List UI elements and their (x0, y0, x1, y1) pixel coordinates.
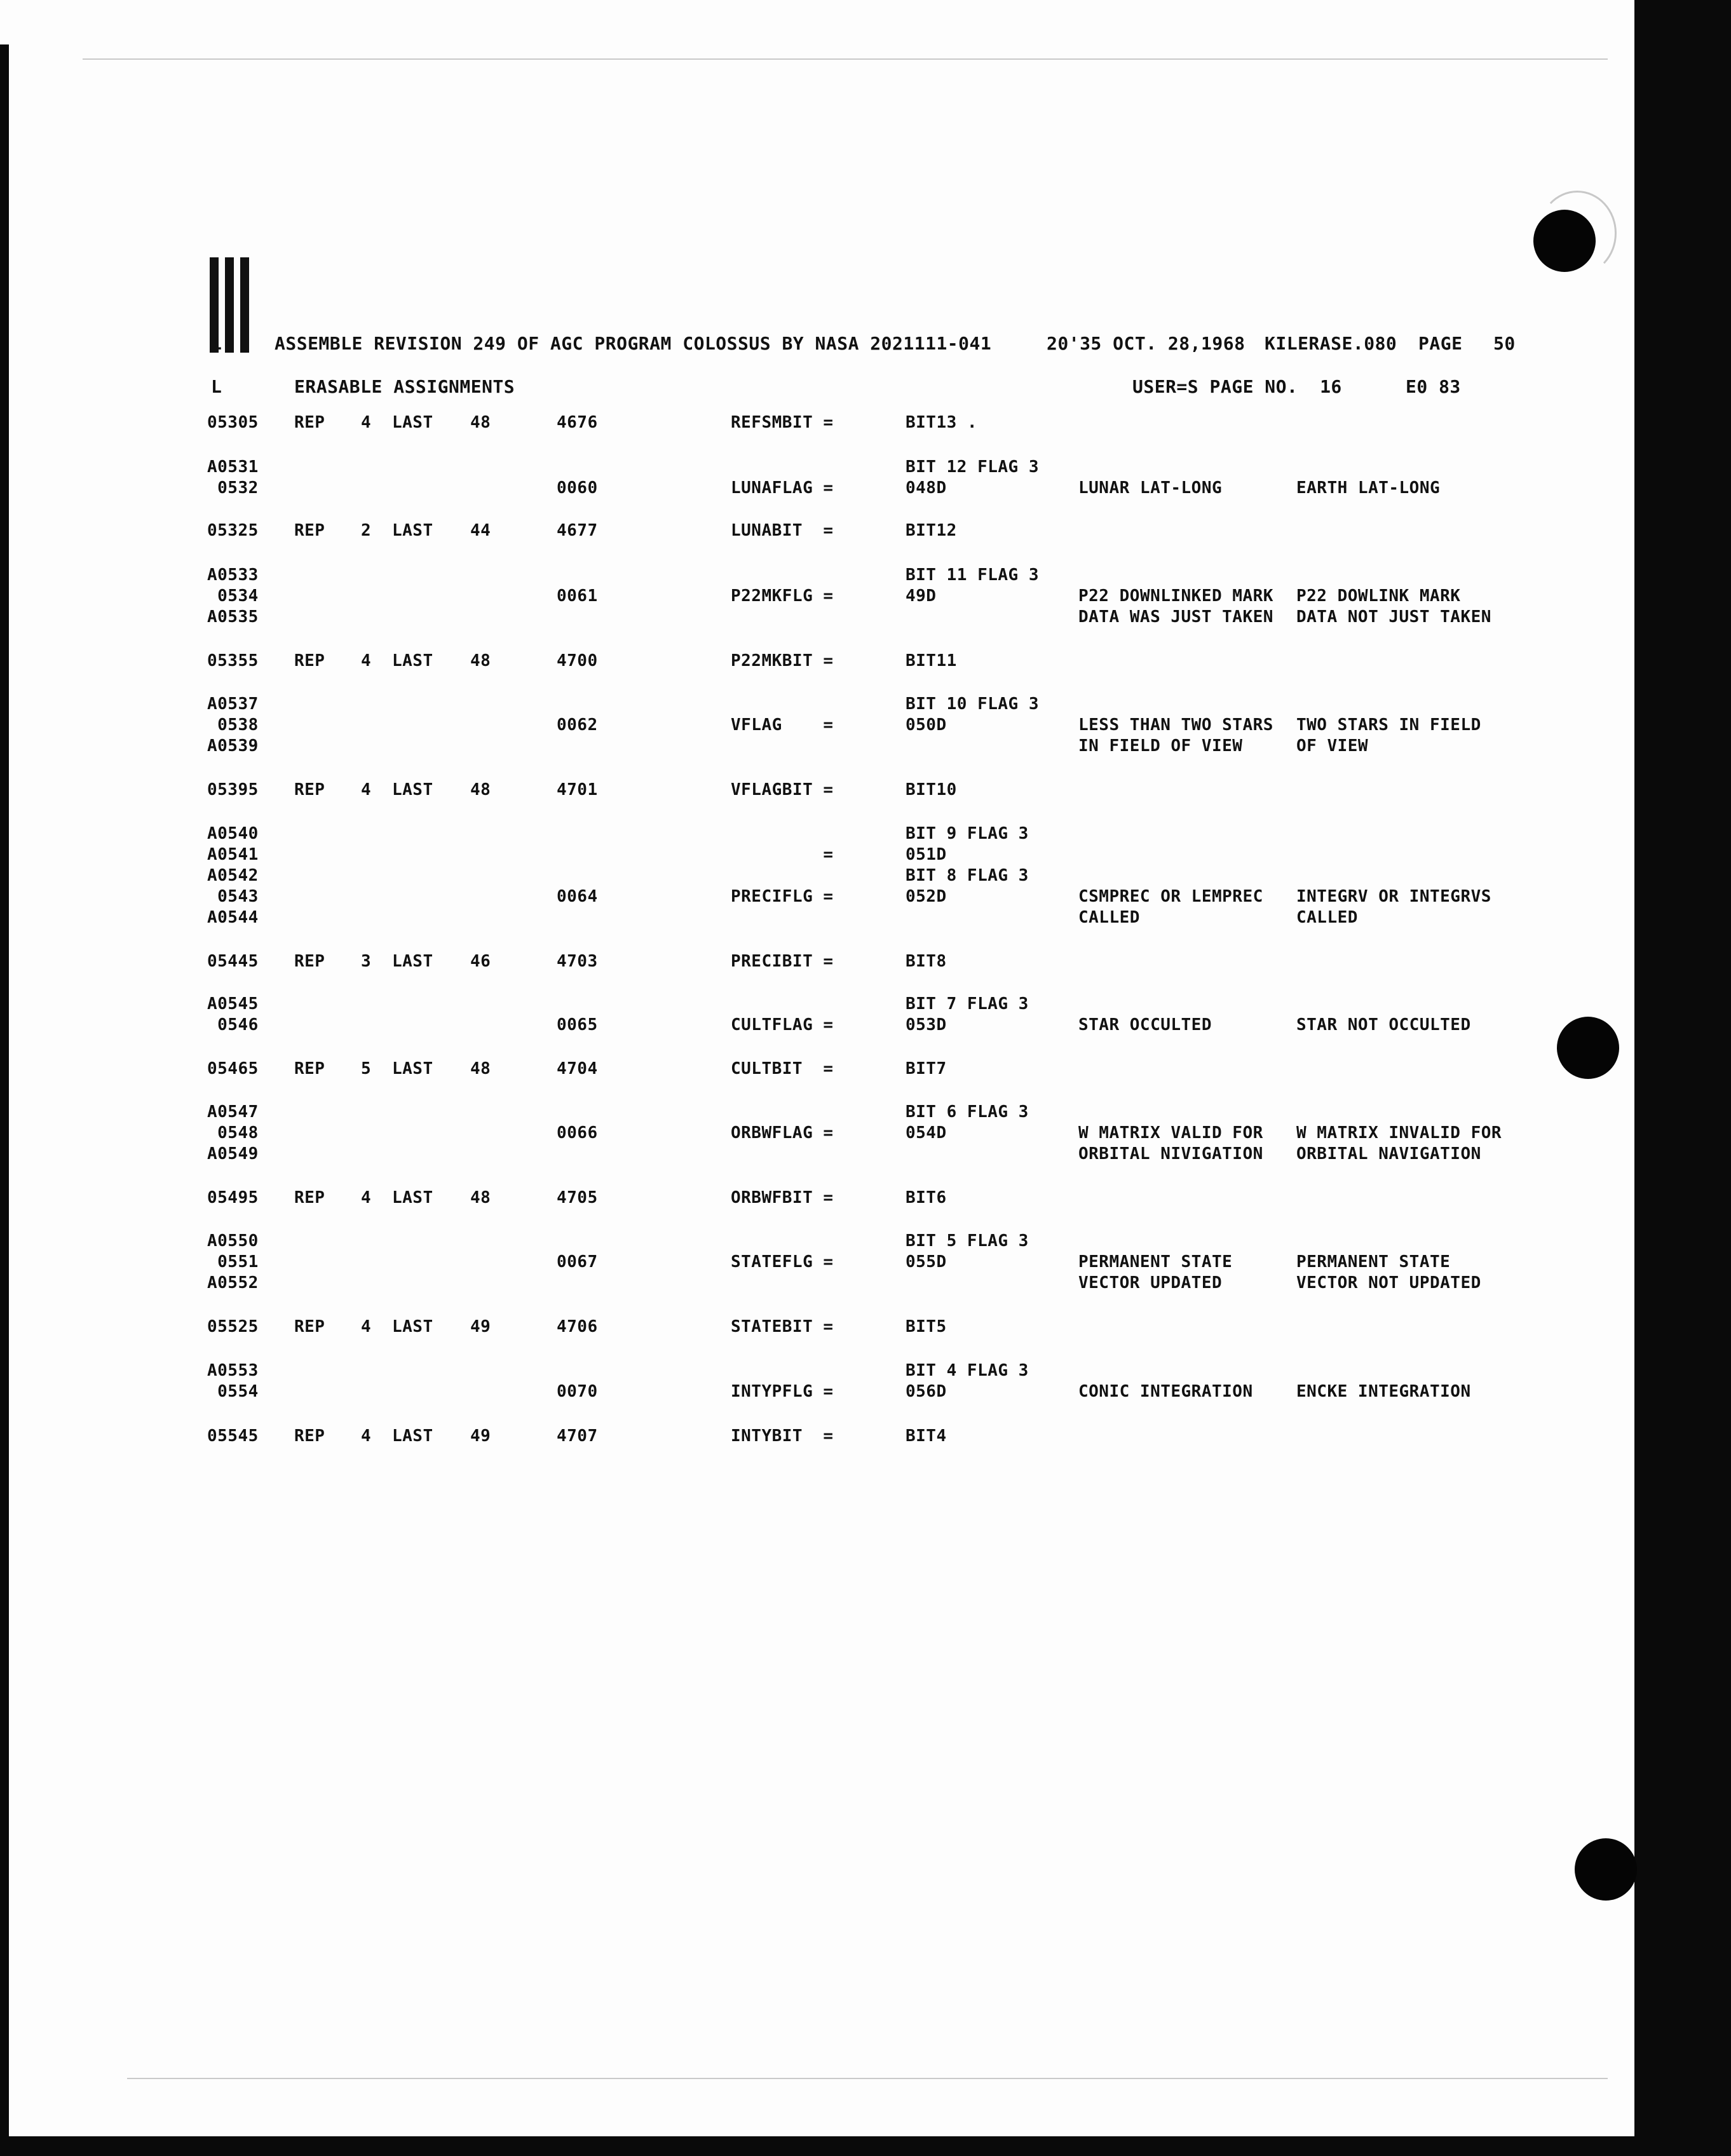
line-address: 05545 (207, 1427, 259, 1446)
line-symbol: PRECIFLG = (731, 887, 834, 906)
line-symbol: VFLAG = (731, 715, 834, 735)
line-set-meaning: LUNAR LAT-LONG (1078, 478, 1223, 498)
line-rep-keyword: REP (294, 1059, 325, 1078)
line-last-count: 48 (470, 1188, 491, 1207)
line-rep-keyword: REP (294, 1188, 325, 1207)
line-rep-keyword: REP (294, 521, 325, 540)
line-rep-count: 2 (361, 521, 372, 540)
line-value: 054D (906, 1123, 947, 1142)
line-value: BIT 4 FLAG 3 (906, 1361, 1029, 1380)
line-last-count: 44 (470, 521, 491, 540)
line-address: 0532 (207, 478, 259, 498)
line-address: A0545 (207, 994, 259, 1014)
line-reset-meaning: EARTH LAT-LONG (1296, 478, 1441, 498)
header-title: ASSEMBLE REVISION 249 OF AGC PROGRAM COLOSSUS BY NASA 2021111-041 (275, 333, 992, 354)
line-location: 4705 (557, 1188, 598, 1207)
line-address: A0539 (207, 736, 259, 756)
line-reset-meaning: PERMANENT STATE (1296, 1252, 1451, 1271)
line-value: BIT5 (906, 1317, 947, 1336)
line-value: BIT13 . (906, 413, 978, 432)
line-address: 0538 (207, 715, 259, 735)
line-last-keyword: LAST (392, 1427, 433, 1446)
scan-border-bottom (0, 2136, 1731, 2156)
line-symbol: INTYPFLG = (731, 1382, 834, 1401)
line-reset-meaning: VECTOR NOT UPDATED (1296, 1273, 1481, 1292)
line-address: A0541 (207, 845, 259, 864)
line-address: 05495 (207, 1188, 259, 1207)
subheader-left: L (211, 376, 222, 397)
line-set-meaning: VECTOR UPDATED (1078, 1273, 1223, 1292)
line-set-meaning: ORBITAL NIVIGATION (1078, 1144, 1263, 1163)
line-symbol: ORBWFBIT = (731, 1188, 834, 1207)
line-reset-meaning: TWO STARS IN FIELD (1296, 715, 1481, 735)
line-address: A0553 (207, 1361, 259, 1380)
line-location: 4677 (557, 521, 598, 540)
line-address: 05445 (207, 952, 259, 971)
line-location: 4701 (557, 780, 598, 799)
line-rep-keyword: REP (294, 1427, 325, 1446)
line-value: BIT8 (906, 952, 947, 971)
line-last-keyword: LAST (392, 1317, 433, 1336)
line-address: 05355 (207, 651, 259, 670)
line-rep-count: 5 (361, 1059, 372, 1078)
line-location: 4704 (557, 1059, 598, 1078)
line-location: 0070 (557, 1382, 598, 1401)
line-symbol: REFSMBIT = (731, 413, 834, 432)
line-symbol: CULTFLAG = (731, 1015, 834, 1034)
line-last-keyword: LAST (392, 780, 433, 799)
line-value: BIT 6 FLAG 3 (906, 1102, 1029, 1122)
line-location: 0067 (557, 1252, 598, 1271)
line-reset-meaning: P22 DOWLINK MARK (1296, 586, 1461, 606)
line-reset-meaning: STAR NOT OCCULTED (1296, 1015, 1471, 1034)
line-address: A0533 (207, 566, 259, 585)
punch-hole (1575, 1838, 1637, 1901)
line-reset-meaning: W MATRIX INVALID FOR (1296, 1123, 1502, 1142)
line-value: 051D (906, 845, 947, 864)
line-value: 056D (906, 1382, 947, 1401)
line-address: A0547 (207, 1102, 259, 1122)
line-value: 49D (906, 586, 937, 606)
line-address: 0543 (207, 887, 259, 906)
line-address: 0546 (207, 1015, 259, 1034)
line-rep-keyword: REP (294, 651, 325, 670)
line-set-meaning: PERMANENT STATE (1078, 1252, 1233, 1271)
line-symbol: CULTBIT = (731, 1059, 834, 1078)
line-rep-count: 3 (361, 952, 372, 971)
line-value: BIT 8 FLAG 3 (906, 866, 1029, 885)
line-address: 05395 (207, 780, 259, 799)
line-value: BIT 7 FLAG 3 (906, 994, 1029, 1014)
line-reset-meaning: OF VIEW (1296, 736, 1369, 756)
scan-border-left (0, 44, 9, 2156)
line-symbol: ORBWFLAG = (731, 1123, 834, 1142)
line-last-keyword: LAST (392, 651, 433, 670)
line-value: BIT4 (906, 1427, 947, 1446)
line-location: 0066 (557, 1123, 598, 1142)
line-rep-keyword: REP (294, 413, 325, 432)
line-last-count: 49 (470, 1317, 491, 1336)
line-last-count: 49 (470, 1427, 491, 1446)
punch-hole (1557, 1017, 1619, 1079)
header-prefix: L (211, 333, 222, 354)
line-last-count: 46 (470, 952, 491, 971)
line-rep-keyword: REP (294, 952, 325, 971)
line-location: 0065 (557, 1015, 598, 1034)
line-symbol: LUNABIT = (731, 521, 834, 540)
line-set-meaning: DATA WAS JUST TAKEN (1078, 607, 1273, 627)
line-symbol: INTYBIT = (731, 1427, 834, 1446)
line-location: 4707 (557, 1427, 598, 1446)
line-location: 4703 (557, 952, 598, 971)
line-last-keyword: LAST (392, 1188, 433, 1207)
line-address: A0552 (207, 1273, 259, 1292)
line-address: 05325 (207, 521, 259, 540)
line-address: 05465 (207, 1059, 259, 1078)
line-value: BIT 5 FLAG 3 (906, 1231, 1029, 1251)
line-value: 048D (906, 478, 947, 498)
line-value: BIT 12 FLAG 3 (906, 458, 1039, 477)
line-symbol: P22MKFLG = (731, 586, 834, 606)
line-location: 4700 (557, 651, 598, 670)
line-symbol: PRECIBIT = (731, 952, 834, 971)
line-rep-keyword: REP (294, 780, 325, 799)
line-symbol: STATEFLG = (731, 1252, 834, 1271)
line-set-meaning: P22 DOWNLINKED MARK (1078, 586, 1273, 606)
line-value: 053D (906, 1015, 947, 1034)
line-address: 05525 (207, 1317, 259, 1336)
scan-border-right (1634, 0, 1731, 2156)
line-location: 0061 (557, 586, 598, 606)
line-location: 0064 (557, 887, 598, 906)
line-last-keyword: LAST (392, 952, 433, 971)
line-value: BIT7 (906, 1059, 947, 1078)
scan-artifact-bottom (127, 2078, 1608, 2079)
line-location: 4676 (557, 413, 598, 432)
line-address: 05305 (207, 413, 259, 432)
line-last-count: 48 (470, 780, 491, 799)
line-last-count: 48 (470, 1059, 491, 1078)
line-last-count: 48 (470, 413, 491, 432)
line-rep-count: 4 (361, 1427, 372, 1446)
line-set-meaning: CALLED (1078, 908, 1140, 927)
user-page-number: USER=S PAGE NO. 16 (1132, 376, 1342, 397)
header-file: KILERASE.080 (1265, 333, 1397, 354)
scan-artifact-top (83, 58, 1608, 60)
line-set-meaning: STAR OCCULTED (1078, 1015, 1212, 1034)
header-page-label: PAGE (1418, 333, 1463, 354)
line-value: BIT6 (906, 1188, 947, 1207)
line-value: BIT 9 FLAG 3 (906, 824, 1029, 843)
line-address: A0531 (207, 458, 259, 477)
line-set-meaning: CSMPREC OR LEMPREC (1078, 887, 1263, 906)
line-address: 0548 (207, 1123, 259, 1142)
line-symbol: P22MKBIT = (731, 651, 834, 670)
section-title: ERASABLE ASSIGNMENTS (294, 376, 515, 397)
line-address: A0540 (207, 824, 259, 843)
line-address: 0551 (207, 1252, 259, 1271)
line-value: 052D (906, 887, 947, 906)
header-datetime: 20'35 OCT. 28,1968 (1047, 333, 1246, 354)
line-last-keyword: LAST (392, 413, 433, 432)
line-reset-meaning: ORBITAL NAVIGATION (1296, 1144, 1481, 1163)
line-address: A0550 (207, 1231, 259, 1251)
line-set-meaning: LESS THAN TWO STARS (1078, 715, 1273, 735)
line-location: 0060 (557, 478, 598, 498)
line-reset-meaning: DATA NOT JUST TAKEN (1296, 607, 1491, 627)
line-value: BIT 10 FLAG 3 (906, 695, 1039, 714)
line-address: A0537 (207, 695, 259, 714)
line-symbol: = (731, 845, 834, 864)
line-location: 4706 (557, 1317, 598, 1336)
line-symbol: VFLAGBIT = (731, 780, 834, 799)
line-rep-count: 4 (361, 1317, 372, 1336)
line-symbol: LUNAFLAG = (731, 478, 834, 498)
line-address: A0549 (207, 1144, 259, 1163)
line-address: 0554 (207, 1382, 259, 1401)
punch-hole (1533, 210, 1596, 272)
line-value: 050D (906, 715, 947, 735)
line-reset-meaning: INTEGRV OR INTEGRVS (1296, 887, 1491, 906)
line-address: A0544 (207, 908, 259, 927)
line-reset-meaning: ENCKE INTEGRATION (1296, 1382, 1471, 1401)
line-rep-keyword: REP (294, 1317, 325, 1336)
line-rep-count: 4 (361, 651, 372, 670)
line-symbol: STATEBIT = (731, 1317, 834, 1336)
line-address: A0542 (207, 866, 259, 885)
line-last-keyword: LAST (392, 521, 433, 540)
line-last-count: 48 (470, 651, 491, 670)
line-value: BIT 11 FLAG 3 (906, 566, 1039, 585)
line-location: 0062 (557, 715, 598, 735)
line-address: A0535 (207, 607, 259, 627)
line-rep-count: 4 (361, 780, 372, 799)
line-reset-meaning: CALLED (1296, 908, 1358, 927)
line-value: 055D (906, 1252, 947, 1271)
line-value: BIT10 (906, 780, 957, 799)
header-page-number: 50 (1493, 333, 1516, 354)
line-value: BIT11 (906, 651, 957, 670)
line-set-meaning: CONIC INTEGRATION (1078, 1382, 1253, 1401)
line-last-keyword: LAST (392, 1059, 433, 1078)
line-rep-count: 4 (361, 413, 372, 432)
listing-code: E0 83 (1406, 376, 1461, 397)
line-set-meaning: W MATRIX VALID FOR (1078, 1123, 1263, 1142)
line-set-meaning: IN FIELD OF VIEW (1078, 736, 1243, 756)
line-address: 0534 (207, 586, 259, 606)
line-rep-count: 4 (361, 1188, 372, 1207)
line-value: BIT12 (906, 521, 957, 540)
